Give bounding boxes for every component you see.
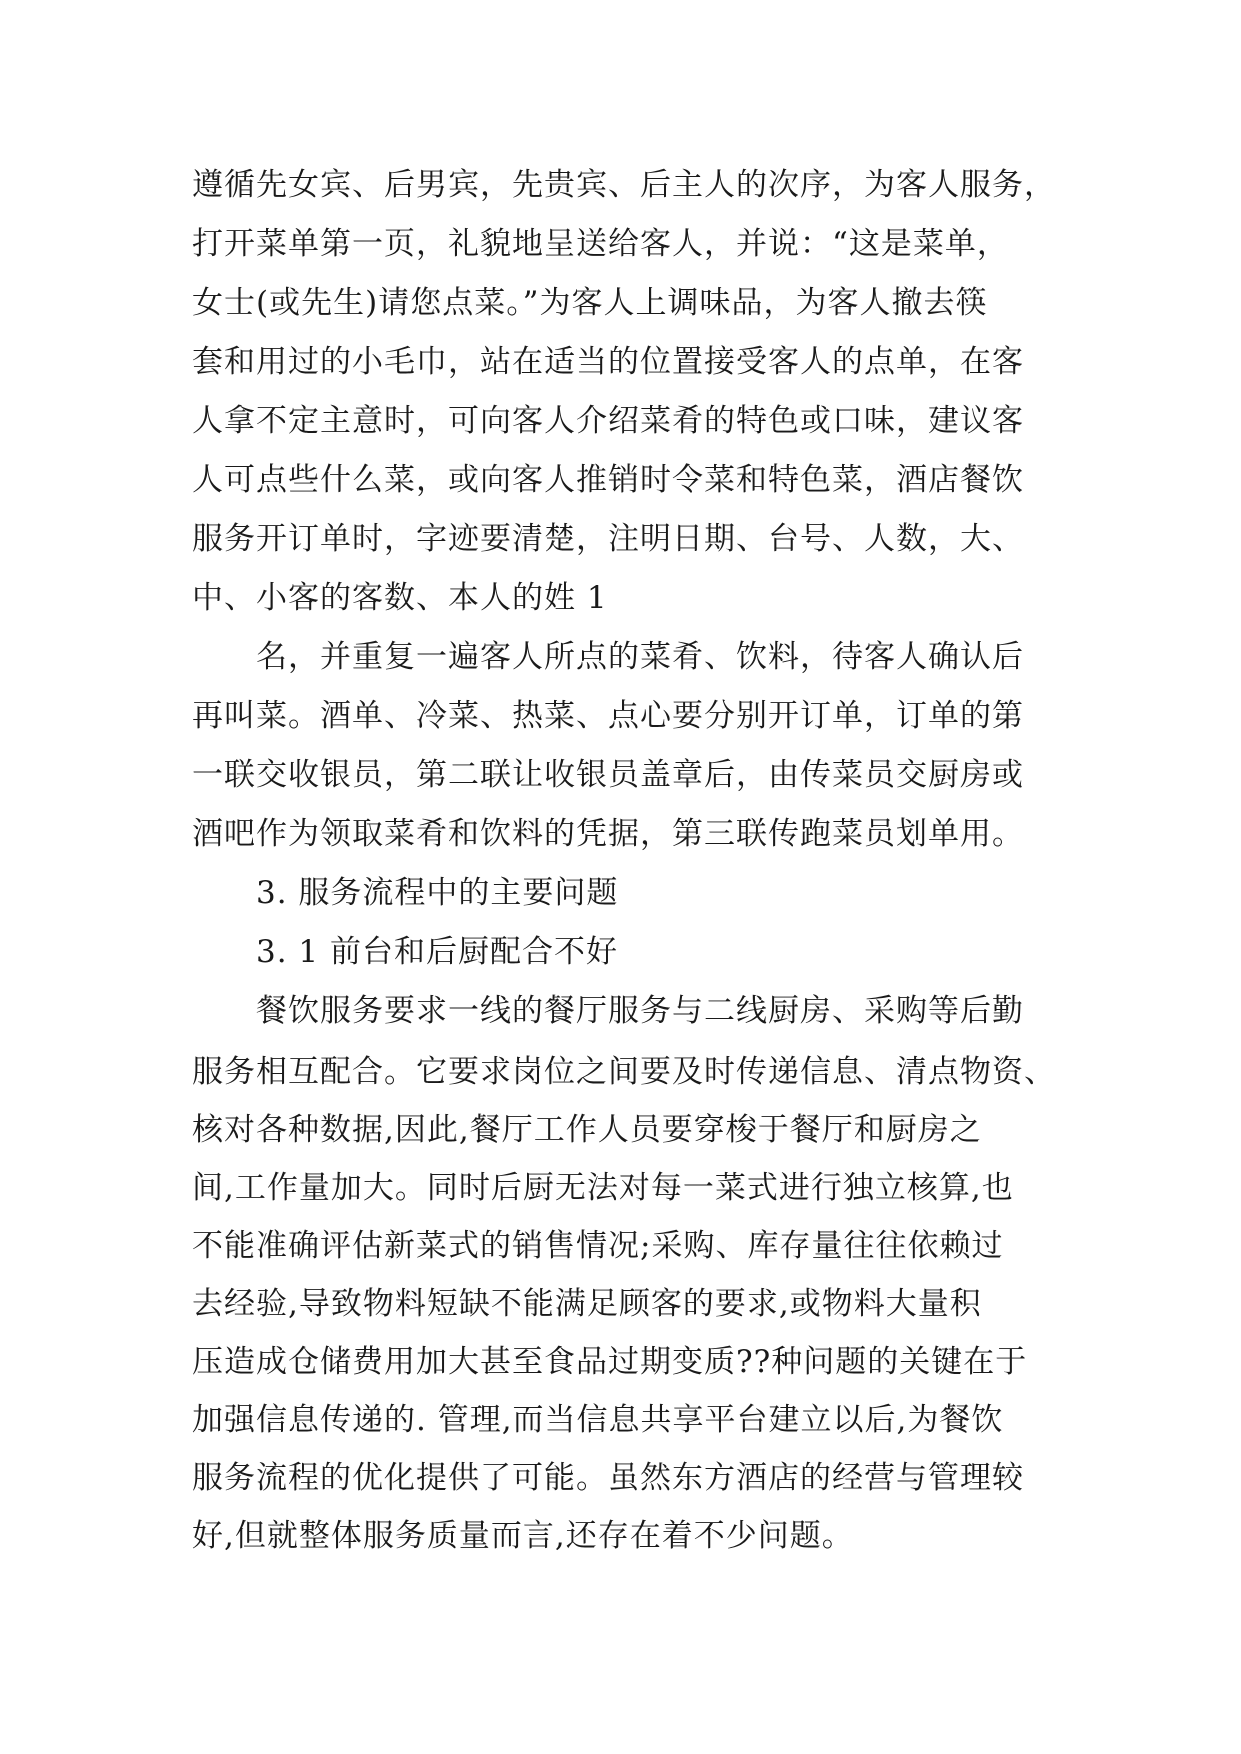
text-line: 中、小客的客数、本人的姓 1 [192,580,608,616]
text-line: 餐饮服务要求一线的餐厅服务与二线厨房、采购等后勤 [256,993,1024,1029]
text-line: 核对各种数据,因此,餐厅工作人员要穿梭于餐厅和厨房之 [192,1112,982,1148]
text-line: 好,但就整体服务质量而言,还存在着不少问题。 [192,1518,854,1554]
text-line: 去经验,导致物料短缺不能满足顾客的要求,或物料大量积 [192,1286,982,1322]
subsection-heading: 3. 1 前台和后厨配合不好 [256,934,619,970]
text-line: 套和用过的小毛巾，站在适当的位置接受客人的点单，在客 [192,344,1024,380]
text-line: 再叫菜。酒单、冷菜、热菜、点心要分别开订单，订单的第 [192,698,1024,734]
text-line: 加强信息传递的. 管理,而当信息共享平台建立以后,为餐饮 [192,1402,1004,1438]
text-line: 压造成仓储费用加大甚至食品过期变质??种问题的关键在于 [192,1344,1028,1380]
text-line: 女士(或先生)请您点菜。”为客人上调味品，为客人撤去筷 [192,285,988,321]
text-line: 酒吧作为领取菜肴和饮料的凭据，第三联传跑菜员划单用。 [192,816,1024,852]
text-line: 打开菜单第一页，礼貌地呈送给客人，并说：“这是菜单， [192,226,1009,262]
text-line: 服务开订单时，字迹要清楚，注明日期、台号、人数，大、 [192,521,1024,557]
paragraph-order-slips [192,628,1072,1041]
text-line: 间,工作量加大。同时后厨无法对每一菜式进行独立核算,也 [192,1170,1014,1206]
text-line: 人可点些什么菜，或向客人推销时令菜和特色菜，酒店餐饮 [192,462,1024,498]
text-line: 人拿不定主意时，可向客人介绍菜肴的特色或口味，建议客 [192,403,1024,439]
section-heading: 3. 服务流程中的主要问题 [256,875,619,911]
text-line: 服务相互配合。它要求岗位之间要及时传递信息、清点物资、 [192,1054,1056,1090]
text-line: 服务流程的优化提供了可能。虽然东方酒店的经营与管理较 [192,1460,1024,1496]
text-line: 不能准确评估新菜式的销售情况;采购、库存量往往依赖过 [192,1228,1004,1264]
paragraph-coordination [192,1043,1072,1565]
text-line: 遵循先女宾、后男宾，先贵宾、后主人的次序，为客人服务， [192,167,1056,203]
text-line: 名，并重复一遍客人所点的菜肴、饮料，待客人确认后 [256,639,1024,675]
text-line: 一联交收银员，第二联让收银员盖章后，由传菜员交厨房或 [192,757,1024,793]
paragraph-service-order [192,156,1072,628]
